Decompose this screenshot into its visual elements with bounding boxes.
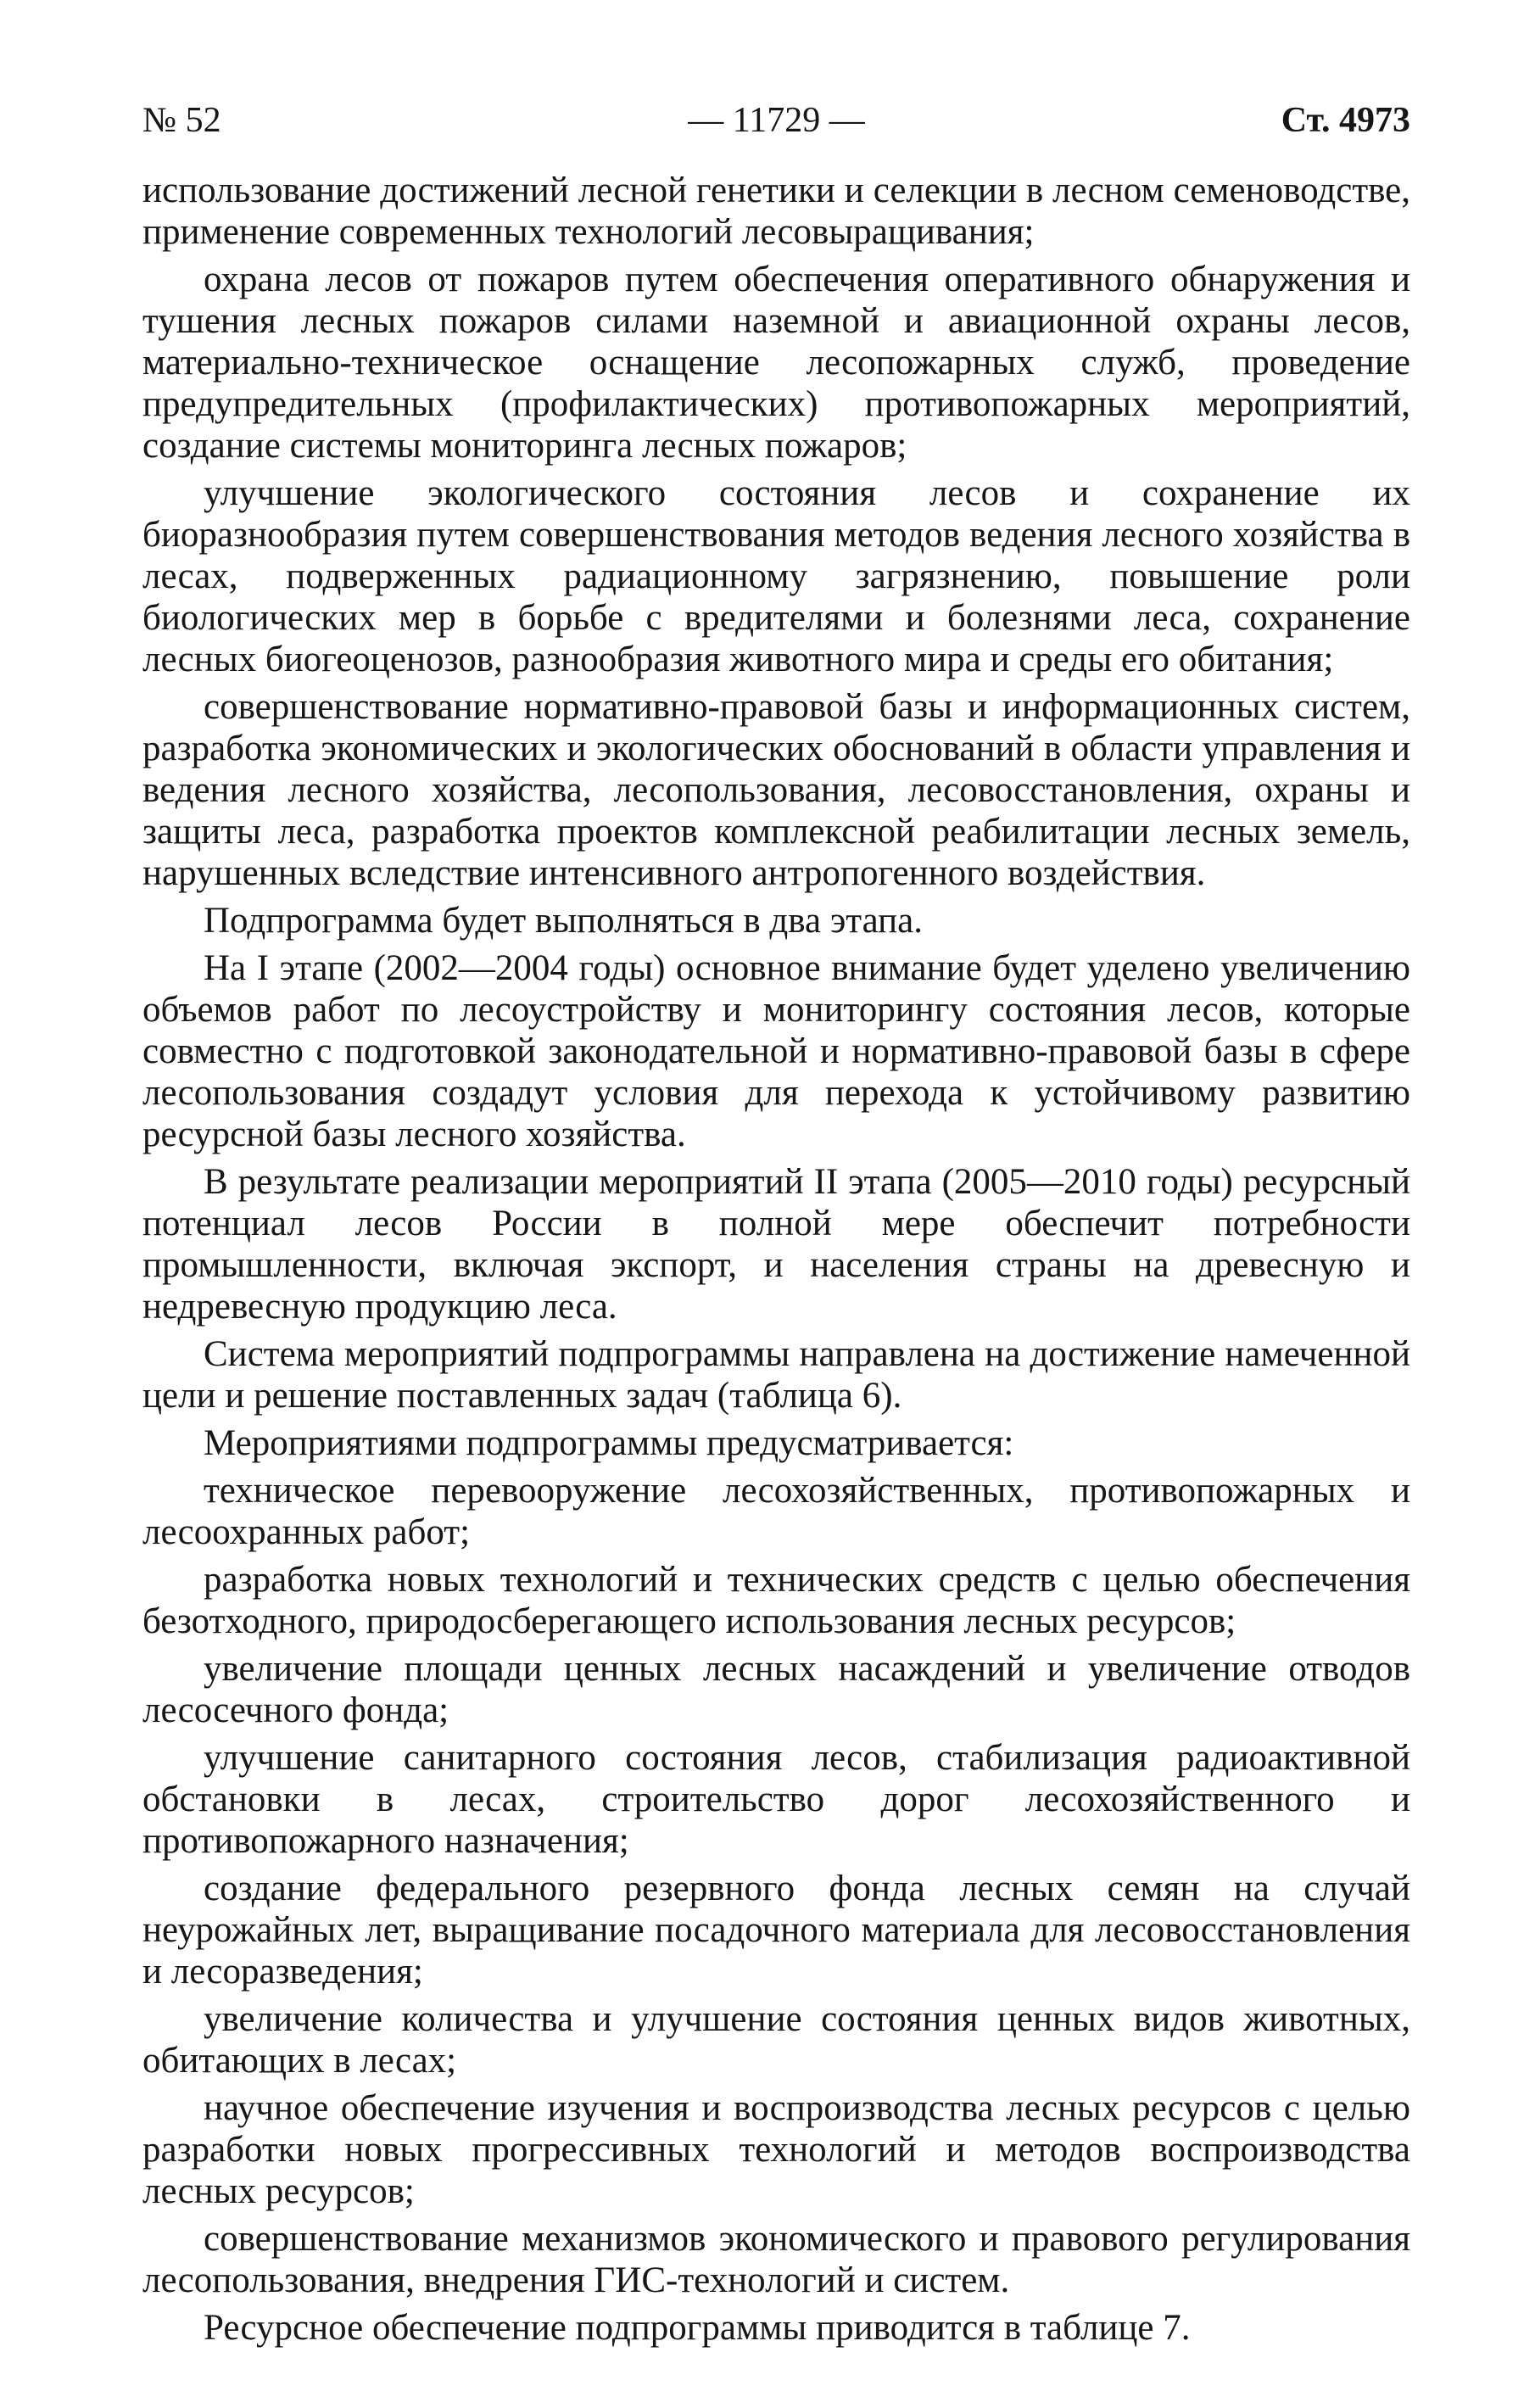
document-body — [142, 170, 1410, 2355]
paragraph: улучшение санитарного состояния лесов, стабилизация радиоактивной обстановки в лесах, строительство дорог лесохозяйственного и противопожарного назначения; — [142, 1738, 1410, 1861]
paragraph: использование достижений лесной генетики и селекции в лесном семеноводстве, применение современных технологий лесовыращивания; — [142, 170, 1410, 252]
paragraph: разработка новых технологий и технических средств с целью обеспечения безотходного, природосберегающего использования лесных ресурсов; — [142, 1560, 1410, 1641]
paragraph: улучшение экологического состояния лесов и сохранение их биоразнообразия путем совершенствования методов ведения лесного хозяйства в лесах, подверженных радиационному загрязнению, повышение роли биологических мер в борьбе с вредителями и болезнями леса, сохранение лесных биогеоценозов, разнообразия животного мира и среды его обитания; — [142, 473, 1410, 679]
paragraph: В результате реализации мероприятий II этапа (2005—2010 годы) ресурсный потенциал лесов России в полной мере обеспечит потребности промышленности, включая экспорт, и населения страны на древесную и недревесную продукцию леса. — [142, 1162, 1410, 1327]
paragraph: совершенствование механизмов экономического и правового регулирования лесопользования, внедрения ГИС-технологий и систем. — [142, 2219, 1410, 2300]
paragraph: научное обеспечение изучения и воспроизводства лесных ресурсов с целью разработки новых прогрессивных технологий и методов воспроизводства лесных ресурсов; — [142, 2088, 1410, 2211]
page-header — [142, 100, 1410, 151]
paragraph: охрана лесов от пожаров путем обеспечения оперативного обнаружения и тушения лесных пожаров силами наземной и авиационной охраны лесов, материально-техническое оснащение лесопожарных служб, проведение предупредительных (профилактических) противопожарных мероприятий, создание системы мониторинга лесных пожаров; — [142, 260, 1410, 466]
page-number: — 11729 — — [688, 101, 865, 140]
paragraph: увеличение количества и улучшение состояния ценных видов животных, обитающих в лесах; — [142, 1999, 1410, 2081]
paragraph: Система мероприятий подпрограммы направлена на достижение намеченной цели и решение поставленных задач (таблица 6). — [142, 1334, 1410, 1416]
paragraph: На I этапе (2002—2004 годы) основное внимание будет уделено увеличению объемов работ по лесоустройству и мониторингу состояния лесов, которые совместно с подготовкой законодательной и нормативно-правовой базы в сфере лесопользования создадут условия для перехода к устойчивому развитию ресурсной базы лесного хозяйства. — [142, 948, 1410, 1154]
paragraph: совершенствование нормативно-правовой базы и информационных систем, разработка экономических и экологических обоснований в области управления и ведения лесного хозяйства, лесопользования, лесовосстановления, охраны и защиты леса, разработка проектов комплексной реабилитации лесных земель, нарушенных вследствие интенсивного антропогенного воздействия. — [142, 687, 1410, 893]
paragraph: Мероприятиями подпрограммы предусматривается: — [204, 1423, 1014, 1463]
paragraph: техническое перевооружение лесохозяйственных, противопожарных и лесоохранных работ; — [142, 1471, 1410, 1552]
paragraph: увеличение площади ценных лесных насаждений и увеличение отводов лесосечного фонда; — [142, 1649, 1410, 1730]
paragraph: Ресурсное обеспечение подпрограммы приводится в таблице 7. — [204, 2308, 1191, 2348]
paragraph: создание федерального резервного фонда лесных семян на случай неурожайных лет, выращивание посадочного материала для лесовосстановления и лесоразведения; — [142, 1869, 1410, 1992]
paragraph: Подпрограмма будет выполняться в два этапа. — [204, 901, 923, 941]
article-number: Ст. 4973 — [1281, 101, 1410, 140]
issue-number: № 52 — [142, 101, 221, 140]
